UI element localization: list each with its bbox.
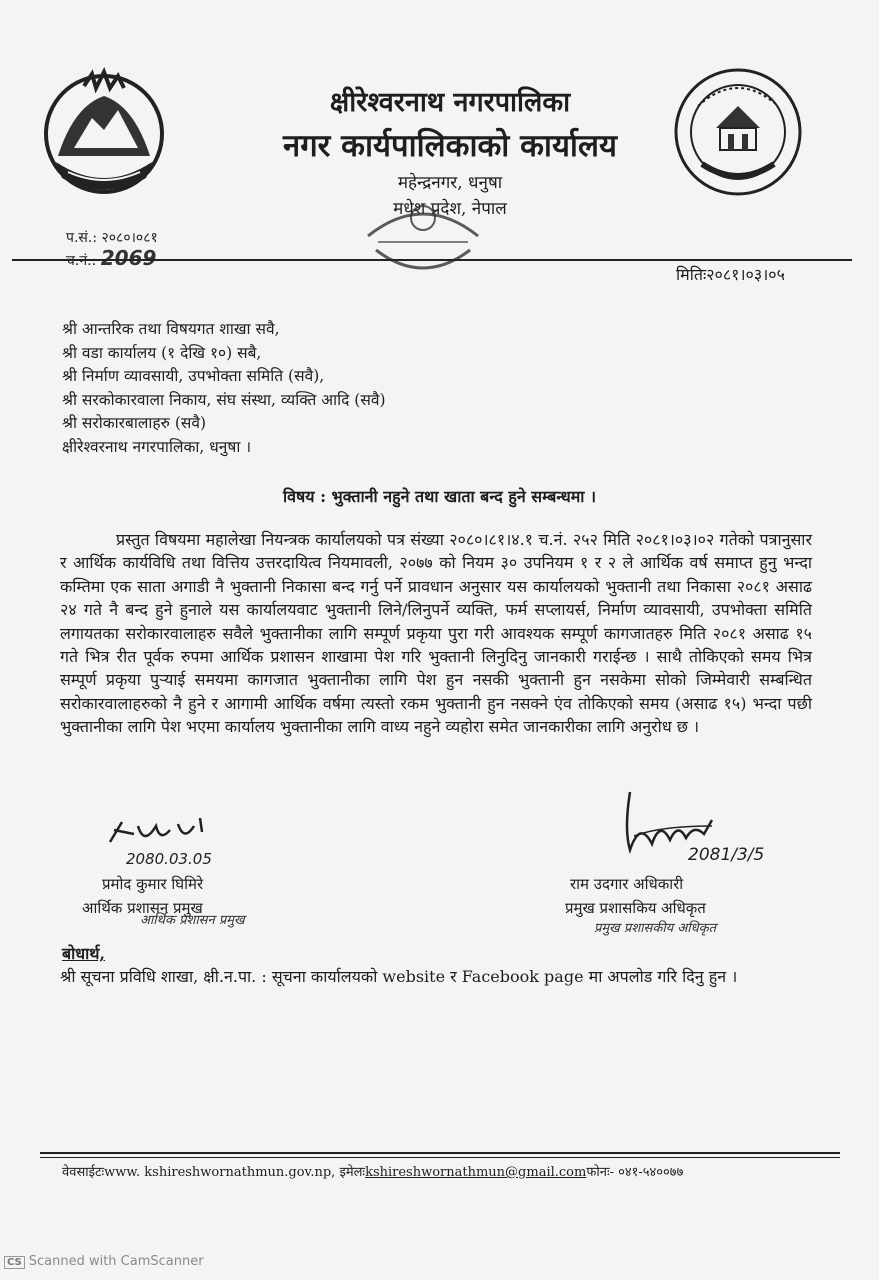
- nepal-emblem-logo: [34, 66, 174, 196]
- right-signature-date: 2081/3/5: [688, 845, 765, 865]
- cc-label: बोधार्थ,: [62, 944, 106, 963]
- chalani-label: च.नं.:: [66, 253, 97, 269]
- left-signatory-stamp: आर्थिक प्रशासन प्रमुख: [140, 913, 245, 928]
- letter-date: मितिः२०८१।०३।०५: [676, 265, 785, 284]
- footer-email-label: इमेलः: [339, 1165, 366, 1180]
- recipient-line: क्षीरेश्वरनाथ नगरपालिका, धनुषा ।: [62, 437, 252, 456]
- footer-phone: फोनः- ०४१-५४००७७: [586, 1165, 684, 1180]
- cc-text: श्री सूचना प्रविधि शाखा, क्षी.न.पा. : सूचना कार्यालयको website र Facebook page मा अपलोड गरि दिनु हुन ।: [60, 967, 738, 986]
- chalani-number: [66, 246, 156, 270]
- reference-number: [66, 228, 158, 247]
- recipient-line: श्री वडा कार्यालय (१ देखि १०) सबै,: [62, 343, 262, 362]
- scanner-watermark: [4, 1254, 204, 1269]
- footer-email[interactable]: kshireshwornathmun@gmail.com: [365, 1165, 587, 1180]
- reference-value: २०८०।०८१: [101, 230, 158, 246]
- reference-label: प.सं.:: [66, 230, 98, 246]
- office-name: नगर कार्यपालिकाको कार्यालय: [283, 128, 617, 164]
- recipient-line: श्री आन्तरिक तथा विषयगत शाखा सवै,: [62, 320, 280, 338]
- recipient-line: श्री निर्माण व्यावसायी, उपभोक्ता समिति (सवै),: [62, 367, 325, 385]
- left-signature-icon: [104, 812, 264, 872]
- municipality-name: क्षीरेश्वरनाथ नगरपालिका: [329, 87, 571, 118]
- header-divider: [12, 259, 852, 261]
- office-stamp-icon: [358, 196, 488, 288]
- body-paragraph: प्रस्तुत विषयमा महालेखा नियन्त्रक कार्यालयको पत्र संख्या २०८०।८१।४.१ च.नं. २५२ मिति २०८१।०३।०२ गतेको पत्रानुसार र आर्थिक कार्यविधि तथा वित्तिय उत्तरदायित्व नियमावली, २०७७ को नियम ३० उपनियम १ र २ ले आर्थिक वर्ष समाप्त हुनु भन्दा कम्तिमा एक साता अगाडी नै भुक्तानी निकासा बन्द गर्नु पर्ने प्रावधान अनुसार यस कार्यालयको भुक्तानी तथा निकासा २०८१ असाढ २४ गते नै बन्द हुने हुनाले यस कार्यालयवाट भुक्तानी लिने/लिनुपर्ने व्यक्ति, फर्म सप्लायर्स, निर्माण व्यावसायी, उपभोक्ता समिति लगायतका सरोकारवालाहरु सवैले भुक्तानीका लागि सम्पूर्ण प्रकृया पुरा गरी आवश्यक सम्पूर्ण कागजातहरु मिति २०८१ असाढ १५ गते भित्र रीत पूर्वक रुपमा आर्थिक प्रशासन शाखामा पेश गरि भुक्तानी लिनुदिनु जानकारी गराईन्छ । साथै तोकिएको समय भित्र सम्पूर्ण प्रकृया पुऱ्याई समयमा कागजात भुक्तानीका लागि पेश हुन नसकी भुक्तानी हुन नसकेमा सोको जिम्मेवारी सम्बन्धित सरोकारवालाहरुको नै हुने र आगामी आर्थिक वर्षमा त्यस्तो रकम भुक्तानी हुन नसक्ने एंव तोकिएको समय (असाढ १५) भन्दा पछी भुक्तानीका लागि पेश भएमा कार्यालय भुक्तानीका लागि वाध्य नहुने व्यहोरा समेत जानकारीका लागि अनुरोध छ ।: [60, 530, 812, 737]
- scanner-text: Scanned with CamScanner: [28, 1254, 204, 1269]
- recipient-line: श्री सरोकारबालाहरु (सवै): [62, 414, 207, 432]
- address-line-2: मधेश प्रदेश, नेपाल: [393, 199, 507, 219]
- right-signature-icon: [600, 790, 800, 866]
- left-signatory-title: आर्थिक प्रशासन प्रमुख: [82, 899, 203, 917]
- camscanner-icon: CS: [4, 1256, 25, 1269]
- recipient-list: [62, 318, 386, 459]
- left-signature-date: 2080.03.05: [126, 850, 212, 868]
- footer-website: वेवसाईटःwww. kshireshwornathmun.gov.np,: [62, 1165, 336, 1180]
- chalani-value: 2069: [100, 246, 157, 270]
- recipient-line: श्री सरकोकारवाला निकाय, संघ संस्था, व्यक्ति आदि (सवै): [62, 390, 386, 409]
- footer-contact: [62, 1162, 683, 1180]
- letter-subject: विषय : भुक्तानी नहुने तथा खाता बन्द हुने सम्बन्धमा ।: [282, 487, 597, 506]
- footer-divider-thin: [40, 1157, 840, 1158]
- address-line-1: महेन्द्रनगर, धनुषा: [397, 173, 503, 193]
- letter-body: [60, 528, 812, 739]
- right-signatory-stamp: प्रमुख प्रशासकीय अधिकृत: [594, 921, 717, 936]
- right-signatory-title: प्रमुख प्रशासकिय अधिकृत: [565, 899, 706, 917]
- left-signatory-name: प्रमोद कुमार घिमिरे: [102, 875, 204, 893]
- footer-divider: [40, 1152, 840, 1154]
- right-signatory-name: राम उदगार अधिकारी: [570, 875, 684, 893]
